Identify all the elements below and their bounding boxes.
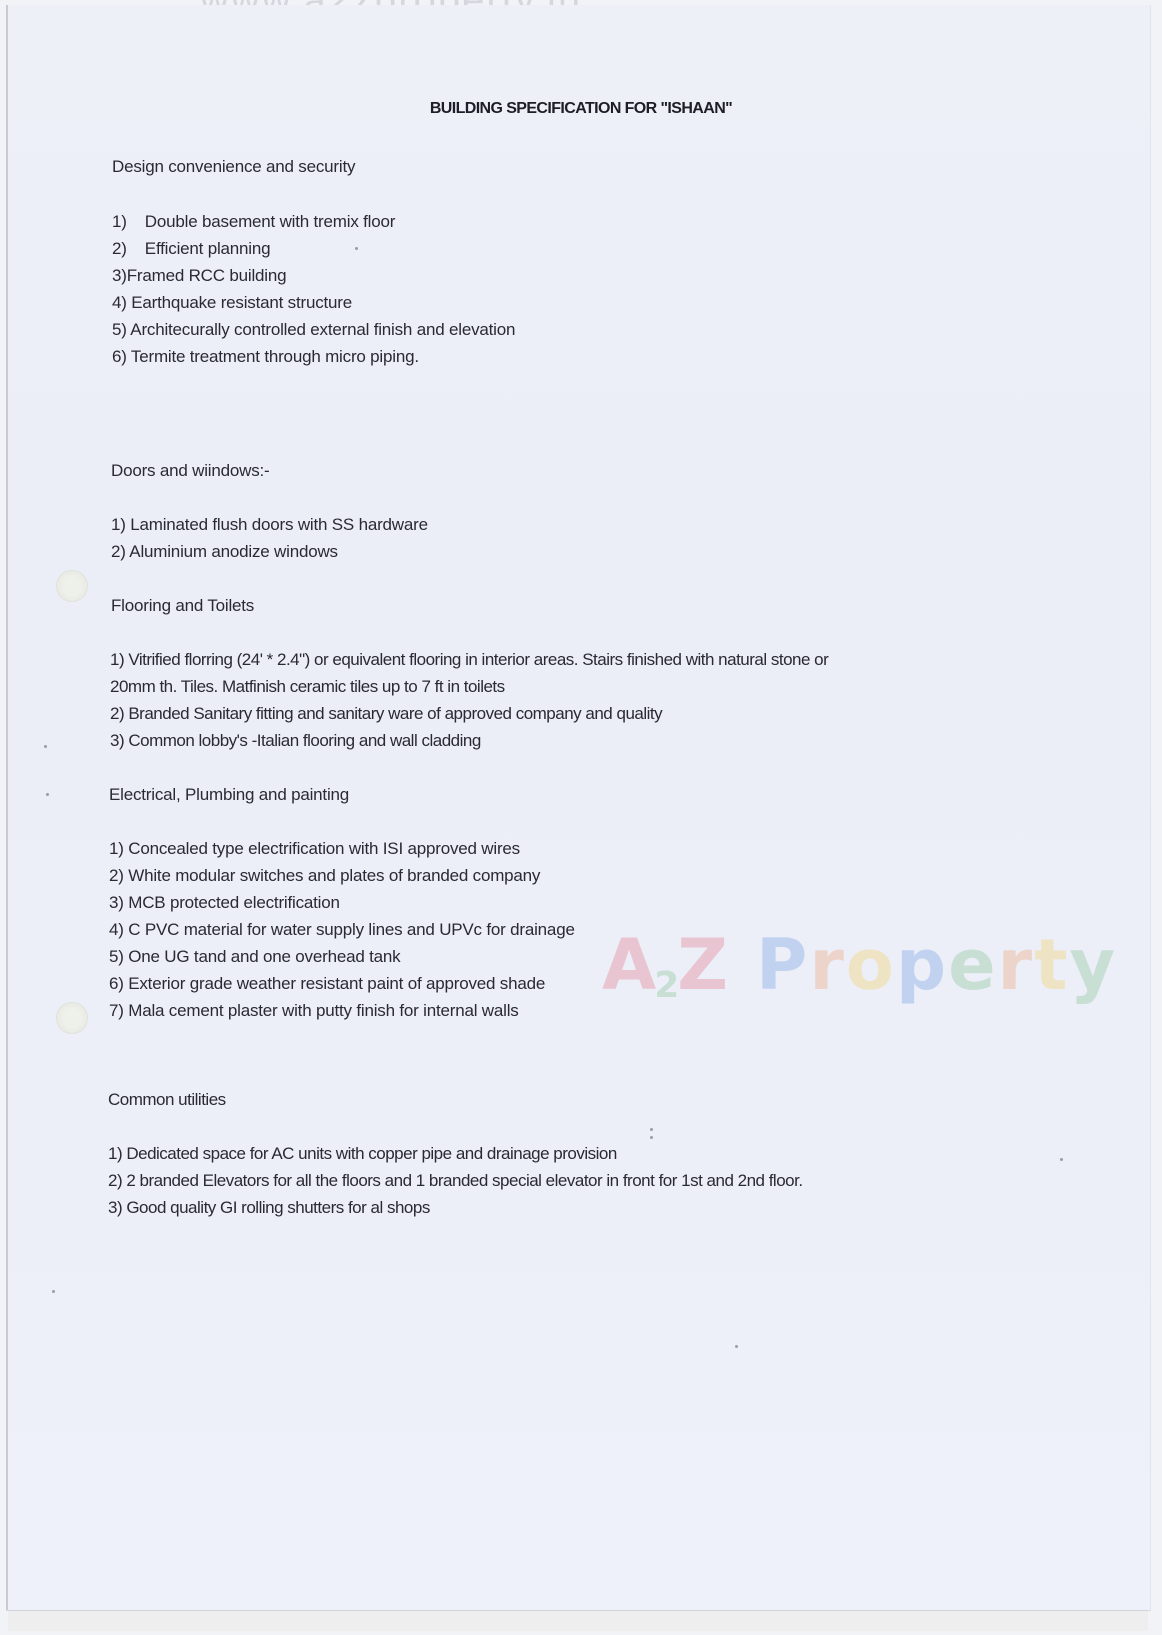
scan-speck (46, 793, 49, 796)
list-item: 1) Double basement with tremix floor (112, 212, 396, 231)
scan-speck (650, 1136, 653, 1139)
watermark-letter: A (602, 924, 659, 1006)
scan-speck (735, 1345, 738, 1348)
watermark-letter: o (845, 924, 896, 1006)
list-item: 5) One UG tand and one overhead tank (109, 947, 401, 966)
list-item: 5) Architecurally controlled external finish and elevation (112, 320, 516, 339)
watermark-letter: p (895, 924, 949, 1006)
watermark-letter: P (756, 924, 810, 1006)
scan-speck (650, 1128, 653, 1131)
list-item: 6) Exterior grade weather resistant paint of approved shade (109, 974, 546, 993)
document-title: BUILDING SPECIFICATION FOR "ISHAAN" (429, 100, 733, 117)
scan-speck (355, 247, 358, 250)
list-item: 1) Vitrified florring (24' * 2.4") or equivalent flooring in interior areas. Stairs finished with natural stone or (110, 650, 829, 669)
watermark-letter: y (1069, 924, 1118, 1006)
list-item: 2) Efficient planning (112, 239, 271, 258)
list-item: 2) White modular switches and plates of branded company (109, 866, 541, 885)
punch-hole-top (56, 570, 88, 602)
list-item: 1) Concealed type electrification with ISI approved wires (109, 839, 520, 858)
list-item: 3) Good quality GI rolling shutters for al shops (108, 1198, 430, 1217)
scan-speck (1060, 1158, 1063, 1161)
list-item: 2) 2 branded Elevators for all the floors and 1 branded special elevator in front for 1st and 2nd floor. (108, 1171, 803, 1190)
list-item: 20mm th. Tiles. Matfinish ceramic tiles up to 7 ft in toilets (110, 677, 505, 696)
section-heading-common-utilities: Common utilities (108, 1090, 226, 1109)
scan-speck (52, 1290, 55, 1293)
list-item: 2) Aluminium anodize windows (111, 542, 338, 561)
list-item: 4) C PVC material for water supply lines and UPVc for drainage (109, 920, 575, 939)
watermark-letter: Z (677, 924, 731, 1006)
list-item: 4) Earthquake resistant structure (112, 293, 353, 312)
list-item: 3)Framed RCC building (112, 266, 287, 285)
watermark-letter: t (1034, 924, 1070, 1006)
list-item: 7) Mala cement plaster with putty finish for internal walls (109, 1001, 519, 1020)
section-heading-doors-windows: Doors and wiindows:- (111, 461, 270, 480)
list-item: 2) Branded Sanitary fitting and sanitary ware of approved company and quality (110, 704, 663, 723)
section-heading-flooring-toilets: Flooring and Toilets (111, 596, 255, 615)
paper-bottom-edge (8, 1610, 1148, 1631)
list-item: 1) Dedicated space for AC units with copper pipe and drainage provision (108, 1144, 617, 1163)
watermark-letter: r (809, 924, 846, 1006)
section-heading-design: Design convenience and security (112, 157, 356, 176)
watermark-letter: r (997, 924, 1035, 1006)
list-item: 3) Common lobby's -Italian flooring and wall cladding (110, 731, 481, 750)
watermark-letter: 2 (654, 965, 682, 1006)
punch-hole-bottom (56, 1002, 88, 1034)
list-item: 3) MCB protected electrification (109, 893, 340, 912)
a2z-property-watermark (602, 924, 1118, 1006)
list-item: 1) Laminated flush doors with SS hardware (111, 515, 428, 534)
section-heading-electrical-plumbing-painting: Electrical, Plumbing and painting (109, 785, 350, 804)
list-item: 6) Termite treatment through micro piping. (112, 347, 419, 366)
scan-speck (44, 745, 47, 748)
watermark-letter: e (948, 924, 998, 1006)
